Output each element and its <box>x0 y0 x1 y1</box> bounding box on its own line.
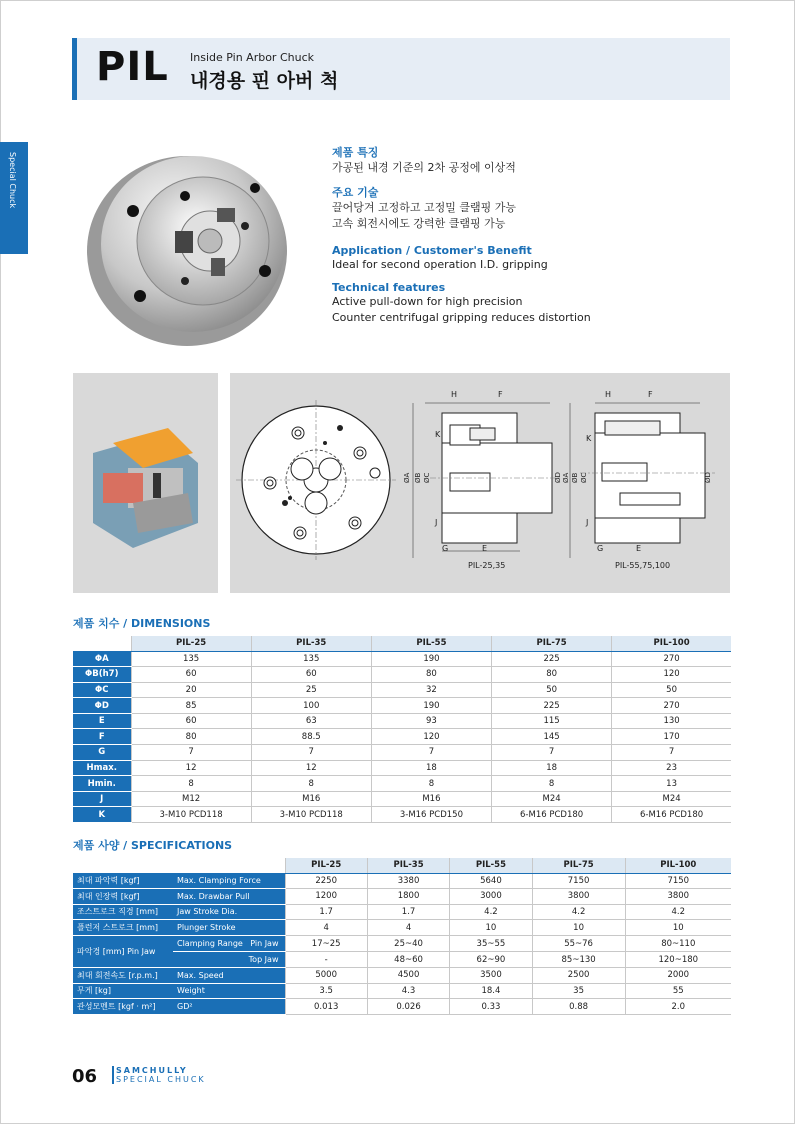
table-row <box>73 776 731 792</box>
table-cell: 4 <box>285 920 367 936</box>
table-cell: - <box>285 952 367 968</box>
table-cell: 170 <box>612 729 731 745</box>
table-cell: 8 <box>371 776 491 792</box>
dim-b-label: ØB <box>414 472 422 483</box>
side-tab <box>0 142 28 254</box>
subtitle-korean: 내경용 핀 아버 척 <box>190 70 339 92</box>
table-cell: 1800 <box>367 889 449 905</box>
dim-f-label: F <box>498 390 503 399</box>
table-cell: 23 <box>612 760 731 776</box>
column-header: PIL-100 <box>625 858 731 873</box>
table-cell: 35~55 <box>450 935 532 952</box>
table-cell: 20 <box>131 682 251 698</box>
table-cell: 7 <box>131 745 251 761</box>
table-cell: 190 <box>371 698 491 714</box>
table-row <box>73 920 731 936</box>
table-cell: 60 <box>131 713 251 729</box>
table-cell: 2000 <box>625 968 731 984</box>
page-title: PIL <box>96 44 169 90</box>
table-cell: 135 <box>131 651 251 667</box>
table-cell: 85 <box>131 698 251 714</box>
specifications-table <box>73 858 731 1015</box>
row-header-english: Max. Speed <box>173 968 285 984</box>
table-header-row <box>73 858 731 873</box>
table-cell: 130 <box>612 713 731 729</box>
dimensions-table <box>73 636 731 823</box>
dim-k-label: K <box>435 430 441 439</box>
table-cell: 3000 <box>450 889 532 905</box>
table-row <box>73 889 731 905</box>
dim-k-label-2: K <box>586 434 592 443</box>
table-cell: 80~110 <box>625 935 731 952</box>
dim-h-label-2: H <box>605 390 612 399</box>
table-row <box>73 760 731 776</box>
row-header-korean: 플런저 스트로크 [mm] <box>73 920 173 936</box>
table-cell: 8 <box>251 776 371 792</box>
table-cell: 0.88 <box>532 999 625 1015</box>
table-cell: 2.0 <box>625 999 731 1015</box>
table-cell: 4500 <box>367 968 449 984</box>
table-row-clamping-pin <box>73 935 731 952</box>
table-cell: 3800 <box>532 889 625 905</box>
table-row <box>73 999 731 1015</box>
table-cell: 135 <box>251 651 371 667</box>
row-header-english: Max. Clamping Force <box>173 873 285 889</box>
row-header: K <box>73 807 131 823</box>
table-cell: 5640 <box>450 873 532 889</box>
table-cell: 100 <box>251 698 371 714</box>
corner-cell <box>73 636 131 651</box>
row-header: ΦA <box>73 651 131 667</box>
dim-f-label-2: F <box>648 390 653 399</box>
table-row <box>73 968 731 984</box>
dim-g-label-2: G <box>597 544 604 553</box>
column-header: PIL-35 <box>251 636 371 651</box>
dim-j-label-2: J <box>586 518 589 527</box>
row-header-korean: 최대 인장력 [kgf] <box>73 889 173 905</box>
table-cell: 17~25 <box>285 935 367 952</box>
feature-heading: Application / Customer's Benefit <box>332 244 532 257</box>
table-cell: 7150 <box>625 873 731 889</box>
side-tab-label: Special Chuck <box>8 152 17 209</box>
table-cell: 80 <box>131 729 251 745</box>
table-cell: 0.33 <box>450 999 532 1015</box>
pin-jaw-label: Pin Jaw <box>250 939 279 949</box>
row-header-korean: 최대 회전속도 [r.p.m.] <box>73 968 173 984</box>
table-cell: 10 <box>450 920 532 936</box>
table-cell: 13 <box>612 776 731 792</box>
table-cell: 80 <box>492 667 612 683</box>
feature-text: 끌어당겨 고정하고 고정밀 클램핑 가능 <box>332 201 517 214</box>
table-cell: 4.3 <box>367 983 449 999</box>
table-row <box>73 873 731 889</box>
table-cell: 25~40 <box>367 935 449 952</box>
table-cell: 12 <box>251 760 371 776</box>
row-header: Hmax. <box>73 760 131 776</box>
table-cell: 7150 <box>532 873 625 889</box>
table-cell: M16 <box>371 791 491 807</box>
table-row <box>73 983 731 999</box>
row-header-english: Plunger Stroke <box>173 920 285 936</box>
table-cell: 3-M16 PCD150 <box>371 807 491 823</box>
table-cell: 63 <box>251 713 371 729</box>
table-cell: 8 <box>131 776 251 792</box>
column-header: PIL-100 <box>612 636 731 651</box>
table-cell: 93 <box>371 713 491 729</box>
row-header-english <box>173 935 285 952</box>
table-row <box>73 682 731 698</box>
table-cell: 10 <box>625 920 731 936</box>
table-cell: 18.4 <box>450 983 532 999</box>
logo-line-1: SAMCHULLY <box>116 1066 188 1075</box>
table-cell: 80 <box>371 667 491 683</box>
dimensions-title: 제품 치수 / DIMENSIONS <box>73 617 211 630</box>
table-cell: 55 <box>625 983 731 999</box>
table-cell: 25 <box>251 682 371 698</box>
table-cell: 2250 <box>285 873 367 889</box>
column-header: PIL-25 <box>131 636 251 651</box>
table-cell: 18 <box>371 760 491 776</box>
dim-j-label: J <box>435 518 438 527</box>
subtitle-english: Inside Pin Arbor Chuck <box>190 51 314 64</box>
table-cell: 7 <box>371 745 491 761</box>
table-cell: 120 <box>371 729 491 745</box>
dim-d-label-2: ØD <box>704 472 712 483</box>
feature-heading: Technical features <box>332 281 446 294</box>
row-header: E <box>73 713 131 729</box>
table-cell: M16 <box>251 791 371 807</box>
column-header: PIL-55 <box>371 636 491 651</box>
row-header: ΦB(h7) <box>73 667 131 683</box>
row-header: Hmin. <box>73 776 131 792</box>
table-cell: 1.7 <box>367 904 449 920</box>
cutaway-illustration <box>73 373 218 593</box>
dim-c-label: ØC <box>423 472 431 483</box>
row-header-english: Weight <box>173 983 285 999</box>
table-cell: 60 <box>131 667 251 683</box>
dim-h-label: H <box>451 390 458 399</box>
dim-e-label: E <box>482 544 488 553</box>
specifications-title: 제품 사양 / SPECIFICATIONS <box>73 839 233 852</box>
table-cell: 7 <box>492 745 612 761</box>
table-cell: 48~60 <box>367 952 449 968</box>
technical-drawing <box>230 373 730 593</box>
table-cell: 8 <box>492 776 612 792</box>
dim-e-label-2: E <box>636 544 642 553</box>
table-cell: 10 <box>532 920 625 936</box>
table-cell: 3800 <box>625 889 731 905</box>
table-row <box>73 904 731 920</box>
drawing-caption-2: PIL-55,75,100 <box>615 561 671 570</box>
dim-d-label: ØD <box>554 472 562 483</box>
row-header-english: Jaw Stroke Dia. <box>173 904 285 920</box>
table-cell: 7 <box>612 745 731 761</box>
corner-cell <box>73 858 285 873</box>
drawing-caption-1: PIL-25,35 <box>468 561 506 570</box>
row-header: ΦD <box>73 698 131 714</box>
feature-text: Counter centrifugal gripping reduces distortion <box>332 311 591 324</box>
table-cell: 5000 <box>285 968 367 984</box>
feature-text: Ideal for second operation I.D. gripping <box>332 258 548 271</box>
table-cell: 3380 <box>367 873 449 889</box>
features-block <box>332 142 732 326</box>
table-cell: 3-M10 PCD118 <box>131 807 251 823</box>
feature-heading: 제품 특징 <box>332 146 379 159</box>
column-header: PIL-75 <box>492 636 612 651</box>
table-cell: 32 <box>371 682 491 698</box>
row-header: F <box>73 729 131 745</box>
row-header-korean: 관성모멘트 [kgf · m²] <box>73 999 173 1015</box>
table-row <box>73 807 731 823</box>
column-header: PIL-75 <box>532 858 625 873</box>
table-cell: 18 <box>492 760 612 776</box>
table-cell: 270 <box>612 698 731 714</box>
header-accent <box>72 38 77 100</box>
table-row <box>73 651 731 667</box>
row-header: G <box>73 745 131 761</box>
table-cell: 1200 <box>285 889 367 905</box>
table-cell: 270 <box>612 651 731 667</box>
table-cell: 0.013 <box>285 999 367 1015</box>
dim-a-label: ØA <box>403 472 411 483</box>
dim-g-label: G <box>442 544 449 553</box>
table-cell: 88.5 <box>251 729 371 745</box>
table-cell: 4.2 <box>625 904 731 920</box>
table-cell: 1.7 <box>285 904 367 920</box>
table-cell: 50 <box>612 682 731 698</box>
table-cell: 3.5 <box>285 983 367 999</box>
feature-text: 고속 회전시에도 강력한 클램핑 가능 <box>332 217 506 230</box>
page-number: 06 <box>72 1066 98 1087</box>
dim-b-label-2: ØB <box>571 472 579 483</box>
row-header-korean: 조스트로크 직경 [mm] <box>73 904 173 920</box>
table-cell: 120~180 <box>625 952 731 968</box>
column-header: PIL-25 <box>285 858 367 873</box>
table-row <box>73 729 731 745</box>
table-row <box>73 713 731 729</box>
table-cell: 3-M10 PCD118 <box>251 807 371 823</box>
row-header: ΦC <box>73 682 131 698</box>
table-cell: M12 <box>131 791 251 807</box>
table-cell: 120 <box>612 667 731 683</box>
row-header-korean: 파악경 [mm] Pin Jaw <box>73 935 173 967</box>
header-bar <box>72 38 730 100</box>
row-header: J <box>73 791 131 807</box>
table-row <box>73 667 731 683</box>
row-header-korean: 무게 [kg] <box>73 983 173 999</box>
dim-a-label-2: ØA <box>562 472 570 483</box>
table-header-row <box>73 636 731 651</box>
table-cell: 2500 <box>532 968 625 984</box>
column-header: PIL-35 <box>367 858 449 873</box>
table-row <box>73 791 731 807</box>
feature-text: 가공된 내경 기준의 2차 공정에 이상적 <box>332 161 516 174</box>
table-cell: 190 <box>371 651 491 667</box>
product-photo <box>85 126 295 356</box>
table-cell: 115 <box>492 713 612 729</box>
table-cell: 0.026 <box>367 999 449 1015</box>
top-jaw-label: Top Jaw <box>173 952 285 968</box>
table-cell: 6-M16 PCD180 <box>612 807 731 823</box>
table-row <box>73 698 731 714</box>
brand-logo <box>116 1066 206 1084</box>
logo-line-2: SPECIAL CHUCK <box>116 1075 206 1084</box>
table-cell: 4 <box>367 920 449 936</box>
table-cell: 7 <box>251 745 371 761</box>
table-cell: 6-M16 PCD180 <box>492 807 612 823</box>
row-header-english: GD² <box>173 999 285 1015</box>
table-cell: 4.2 <box>532 904 625 920</box>
table-cell: 225 <box>492 698 612 714</box>
table-cell: 225 <box>492 651 612 667</box>
logo-bar <box>112 1066 114 1084</box>
table-cell: 55~76 <box>532 935 625 952</box>
table-cell: 145 <box>492 729 612 745</box>
table-cell: 35 <box>532 983 625 999</box>
table-cell: M24 <box>492 791 612 807</box>
table-cell: 50 <box>492 682 612 698</box>
row-header-english: Max. Drawbar Pull <box>173 889 285 905</box>
clamping-range-label: Clamping Range <box>177 939 243 949</box>
row-header-korean: 최대 파악력 [kgf] <box>73 873 173 889</box>
table-cell: 62~90 <box>450 952 532 968</box>
table-cell: 4.2 <box>450 904 532 920</box>
table-cell: 60 <box>251 667 371 683</box>
table-cell: 3500 <box>450 968 532 984</box>
column-header: PIL-55 <box>450 858 532 873</box>
table-row <box>73 745 731 761</box>
feature-heading: 주요 기술 <box>332 186 379 199</box>
table-cell: 12 <box>131 760 251 776</box>
dim-c-label-2: ØC <box>580 472 588 483</box>
feature-text: Active pull-down for high precision <box>332 295 523 308</box>
table-cell: M24 <box>612 791 731 807</box>
table-cell: 85~130 <box>532 952 625 968</box>
